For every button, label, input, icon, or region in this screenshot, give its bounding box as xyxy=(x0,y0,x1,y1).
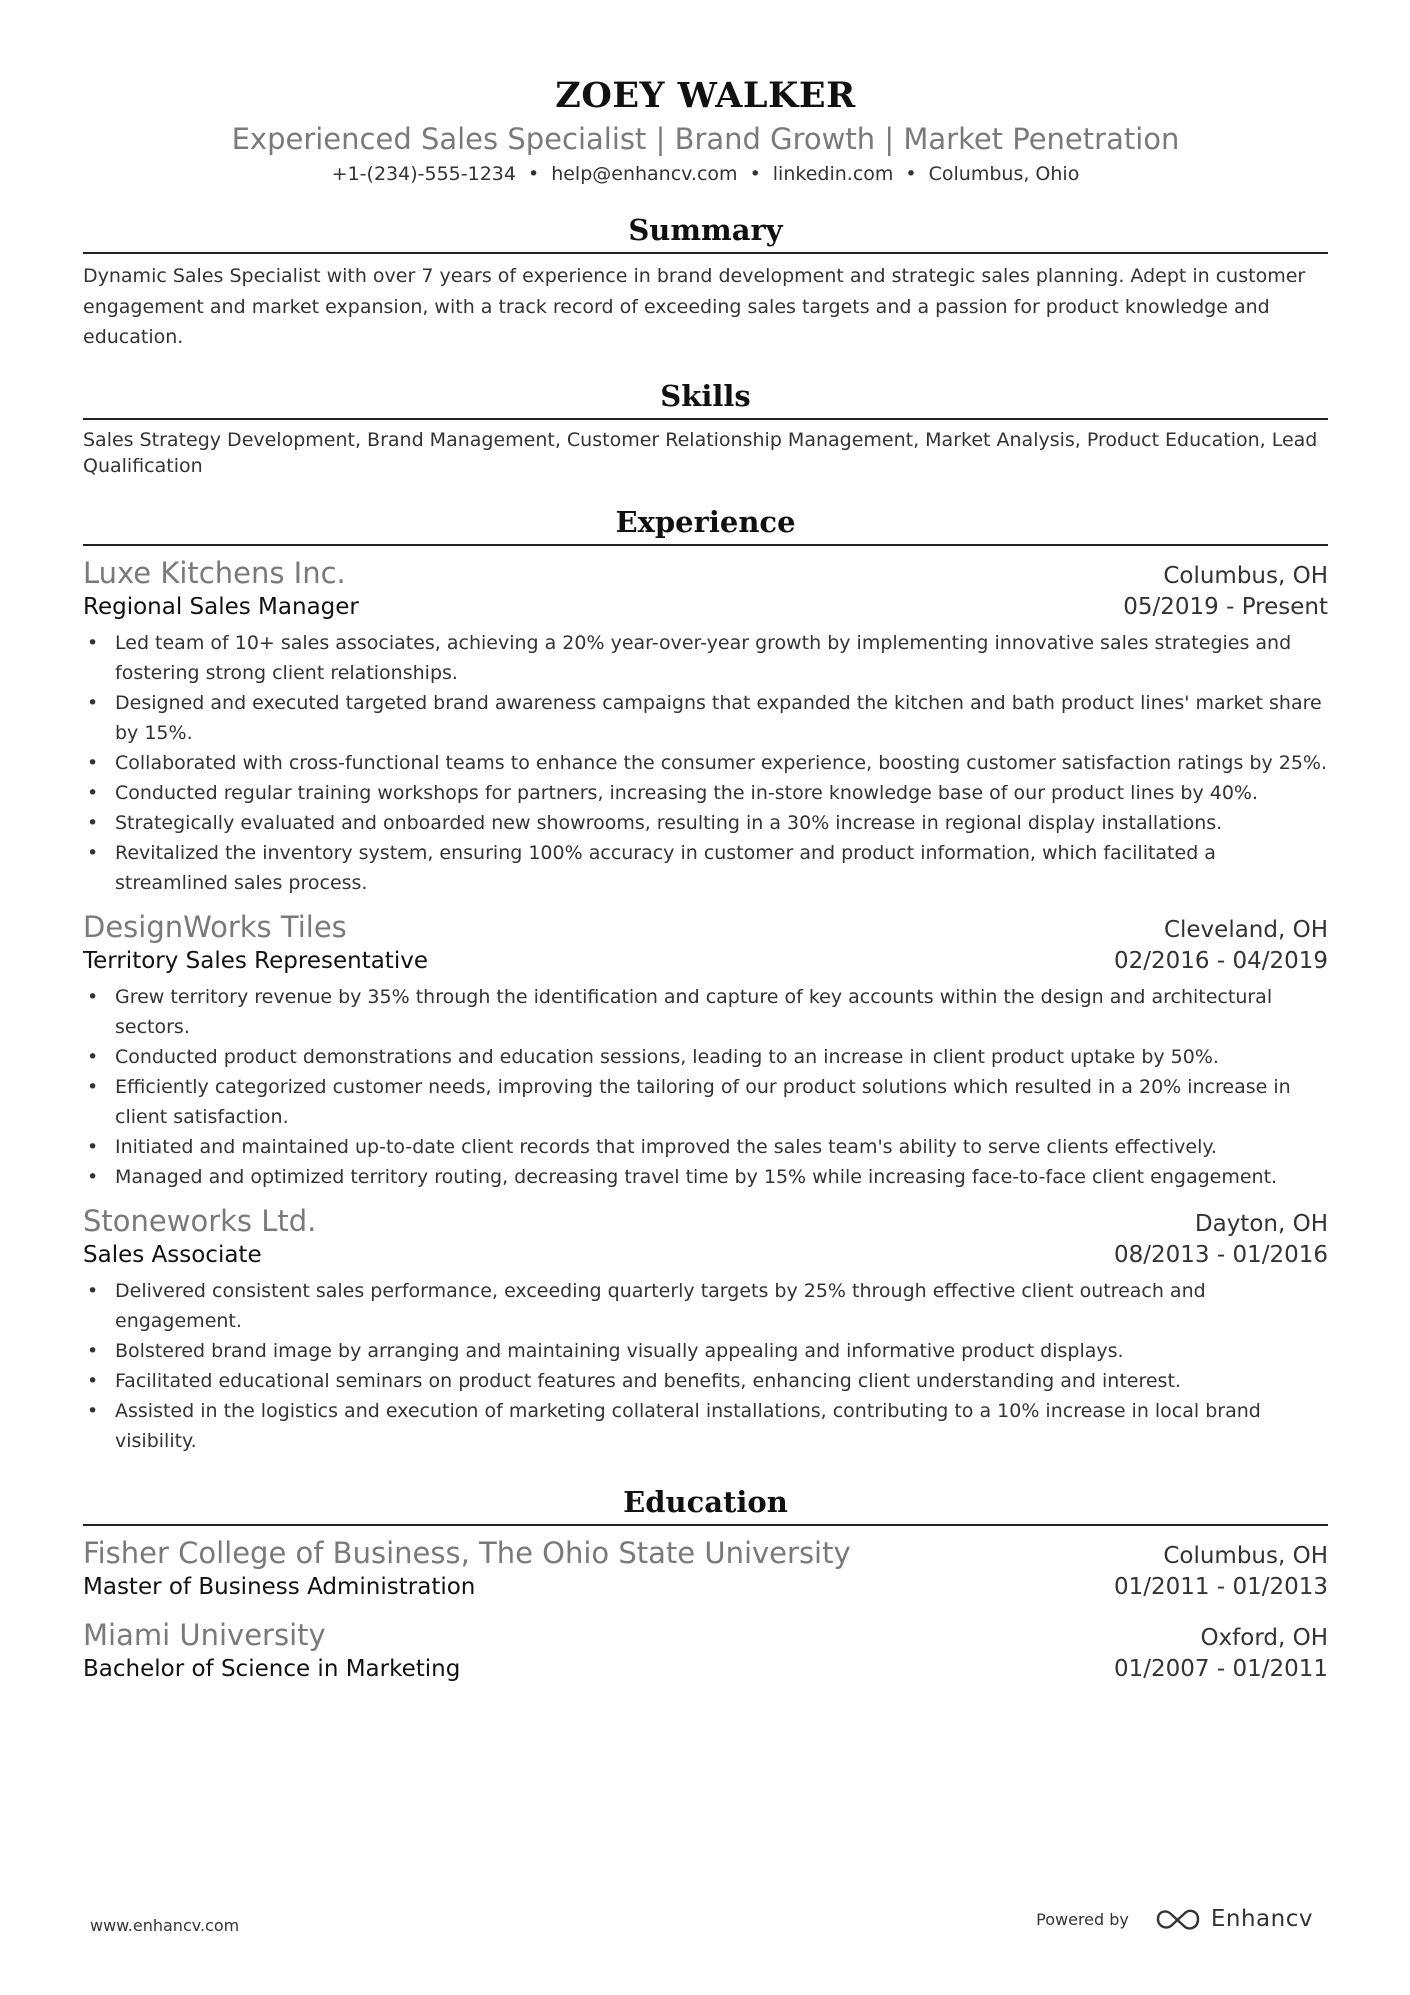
bullet-dot: • xyxy=(87,841,99,864)
bullet-text: Bolstered brand image by arranging and maintaining visually appealing and informative product displays. xyxy=(115,1339,1124,1362)
bullet-text: Facilitated educational seminars on product features and benefits, enhancing client understanding and interest. xyxy=(115,1369,1181,1392)
education-dates: 01/2007 - 01/2011 xyxy=(1113,1655,1328,1682)
section-divider xyxy=(83,1524,1328,1526)
bullet-dot: • xyxy=(87,985,99,1008)
education-header-row xyxy=(83,1616,1328,1654)
education-header-row xyxy=(83,1534,1328,1572)
bullet-dot: • xyxy=(87,1165,99,1188)
skills-section xyxy=(83,376,1328,479)
section-title-education: Education xyxy=(623,1484,788,1519)
skills-text: Sales Strategy Development, Brand Management, Customer Relationship Management, Market Analysis, Product Education, Lead Qualification xyxy=(83,428,1318,477)
bullet-dot: • xyxy=(87,1279,99,1302)
job-role: Sales Associate xyxy=(83,1241,262,1268)
education-entry xyxy=(83,1616,1328,1684)
list-item xyxy=(83,982,1328,1042)
job-bullets xyxy=(83,982,1328,1192)
footer-website[interactable]: www.enhancv.com xyxy=(90,1916,240,1935)
job-role-row xyxy=(83,946,1328,976)
job-location: Cleveland, OH xyxy=(1163,916,1328,943)
job-bullets xyxy=(83,628,1328,898)
job-company: DesignWorks Tiles xyxy=(83,909,347,944)
education-degree: Master of Business Administration xyxy=(83,1573,476,1600)
job-dates: 05/2019 - Present xyxy=(1123,593,1328,620)
phone: +1-(234)-555-1234 xyxy=(331,163,516,185)
education-degree-row xyxy=(83,1572,1328,1602)
summary-text: Dynamic Sales Specialist with over 7 years of experience in brand development and strategic sales planning. Adept in customer engagement and market expansion, with a track record of exceeding sales targets and a passion for product knowledge and education. xyxy=(83,265,1306,348)
education-dates: 01/2011 - 01/2013 xyxy=(1113,1573,1328,1600)
contact-separator: • xyxy=(905,163,917,185)
education-section xyxy=(83,1482,1328,1684)
education-location: Columbus, OH xyxy=(1163,1542,1328,1569)
education-school: Miami University xyxy=(83,1617,326,1652)
list-item xyxy=(83,748,1328,778)
list-item xyxy=(83,808,1328,838)
resume-page xyxy=(83,0,1328,1684)
enhancv-logo-icon xyxy=(1155,1906,1201,1932)
list-item xyxy=(83,778,1328,808)
candidate-headline: Experienced Sales Specialist | Brand Growth | Market Penetration xyxy=(231,122,1180,156)
footer-branding[interactable] xyxy=(1036,1906,1313,1932)
job-entry xyxy=(83,908,1328,1192)
bullet-text: Conducted product demonstrations and education sessions, leading to an increase in client product uptake by 50%. xyxy=(115,1045,1219,1068)
section-title-summary: Summary xyxy=(628,213,783,247)
education-entry xyxy=(83,1534,1328,1602)
bullet-dot: • xyxy=(87,1339,99,1362)
list-item xyxy=(83,1396,1328,1456)
section-title-experience: Experience xyxy=(615,504,796,539)
bullet-dot: • xyxy=(87,751,99,774)
bullet-dot: • xyxy=(87,1075,99,1098)
bullet-text: Led team of 10+ sales associates, achieving a 20% year-over-year growth by implementing innovative sales strategies and fostering strong client relationships. xyxy=(115,631,1292,684)
education-degree-row xyxy=(83,1654,1328,1684)
list-item xyxy=(83,688,1328,748)
job-bullets xyxy=(83,1276,1328,1456)
email[interactable]: help@enhancv.com xyxy=(551,163,738,185)
bullet-dot: • xyxy=(87,691,99,714)
bullet-dot: • xyxy=(87,1045,99,1068)
job-role: Regional Sales Manager xyxy=(83,593,359,620)
bullet-dot: • xyxy=(87,1399,99,1422)
job-entry xyxy=(83,554,1328,898)
list-item xyxy=(83,628,1328,688)
contact-separator: • xyxy=(527,163,540,185)
job-header-row xyxy=(83,554,1328,592)
bullet-text: Managed and optimized territory routing, decreasing travel time by 15% while increasing face-to-face client engagement. xyxy=(115,1165,1278,1188)
bullet-text: Efficiently categorized customer needs, improving the tailoring of our product solutions which resulted in a 20% increase in client satisfaction. xyxy=(115,1075,1291,1128)
job-entry xyxy=(83,1202,1328,1456)
bullet-dot: • xyxy=(87,1369,99,1392)
job-dates: 08/2013 - 01/2016 xyxy=(1113,1241,1328,1268)
list-item xyxy=(83,1132,1328,1162)
experience-section xyxy=(83,502,1328,1456)
list-item xyxy=(83,1042,1328,1072)
bullet-text: Grew territory revenue by 35% through the identification and capture of key accounts within the design and architectural sectors. xyxy=(115,985,1273,1038)
list-item xyxy=(83,1336,1328,1366)
list-item xyxy=(83,1162,1328,1192)
section-divider xyxy=(83,544,1328,546)
bullet-text: Strategically evaluated and onboarded new showrooms, resulting in a 30% increase in regional display installations. xyxy=(115,811,1223,834)
location: Columbus, Ohio xyxy=(928,163,1080,185)
bullet-text: Collaborated with cross-functional teams to enhance the consumer experience, boosting customer satisfaction ratings by 25%. xyxy=(115,751,1328,774)
contact-line xyxy=(83,160,1328,188)
job-role-row xyxy=(83,592,1328,622)
job-company: Stoneworks Ltd. xyxy=(83,1203,317,1238)
job-company: Luxe Kitchens Inc. xyxy=(83,555,346,590)
resume-header xyxy=(83,0,1328,188)
job-dates: 02/2016 - 04/2019 xyxy=(1113,947,1328,974)
summary-section xyxy=(83,210,1328,353)
list-item xyxy=(83,1072,1328,1132)
education-degree: Bachelor of Science in Marketing xyxy=(83,1655,461,1682)
section-title-skills: Skills xyxy=(660,378,751,413)
bullet-text: Conducted regular training workshops for partners, increasing the in-store knowledge base of our product lines by 40%. xyxy=(115,781,1259,804)
education-location: Oxford, OH xyxy=(1200,1624,1328,1651)
job-role-row xyxy=(83,1240,1328,1270)
job-location: Dayton, OH xyxy=(1194,1210,1328,1237)
job-role: Territory Sales Representative xyxy=(83,947,428,974)
bullet-text: Assisted in the logistics and execution of marketing collateral installations, contributing to a 10% increase in local brand visibility. xyxy=(115,1399,1261,1452)
list-item xyxy=(83,838,1328,898)
bullet-dot: • xyxy=(87,631,99,654)
bullet-text: Initiated and maintained up-to-date client records that improved the sales team's ability to serve clients effectively. xyxy=(115,1135,1217,1158)
bullet-text: Revitalized the inventory system, ensuring 100% accuracy in customer and product information, which facilitated a streamlined sales process. xyxy=(115,841,1216,894)
education-school: Fisher College of Business, The Ohio State University xyxy=(83,1535,851,1570)
bullet-dot: • xyxy=(87,1135,99,1158)
bullet-dot: • xyxy=(87,781,99,804)
section-divider xyxy=(83,418,1328,420)
list-item xyxy=(83,1366,1328,1396)
contact-separator: • xyxy=(749,163,761,185)
section-divider xyxy=(83,252,1328,254)
bullet-text: Delivered consistent sales performance, exceeding quarterly targets by 25% through effective client outreach and engagement. xyxy=(115,1279,1206,1332)
job-header-row xyxy=(83,1202,1328,1240)
bullet-dot: • xyxy=(87,811,99,834)
job-header-row xyxy=(83,908,1328,946)
brand-name: Enhancv xyxy=(1210,1906,1313,1932)
powered-by-label: Powered by xyxy=(1036,1909,1129,1929)
list-item xyxy=(83,1276,1328,1336)
candidate-name: ZOEY WALKER xyxy=(555,75,856,116)
bullet-text: Designed and executed targeted brand awareness campaigns that expanded the kitchen and bath product lines' market share by 15%. xyxy=(115,691,1322,744)
linkedin-link[interactable]: linkedin.com xyxy=(772,163,894,185)
job-location: Columbus, OH xyxy=(1163,562,1328,589)
